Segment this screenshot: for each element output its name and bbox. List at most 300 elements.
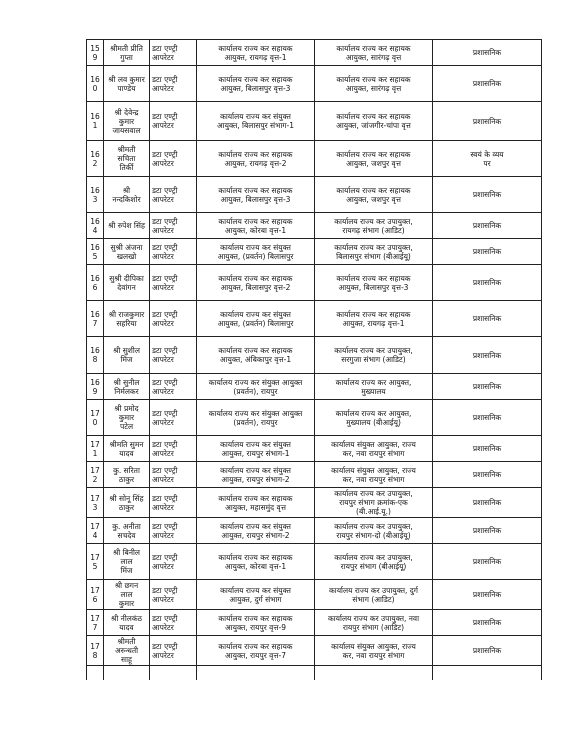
current-office-line: कार्यालय राज्य कर संयुक्त आयुक्त: [208, 408, 303, 418]
table-row: [87, 488, 542, 518]
transferred-office-line: कार्यालय राज्य कर उपायुक्त, दुर्ग: [329, 585, 418, 595]
current-office-line: आयुक्त, (प्रवर्तन) बिलासपुर: [217, 318, 294, 328]
employee-name-line: श्री छगन: [114, 581, 139, 590]
post-line: डटा एण्ट्री: [152, 465, 178, 475]
transferred-office-cell: [315, 544, 433, 580]
transfer-reason-line: प्रशासनिक: [472, 278, 502, 287]
transferred-office-line: रायपुर संभाग (आडिट): [342, 622, 405, 632]
transfer-reason-cell: [433, 66, 542, 102]
post-cell: [150, 141, 197, 177]
transferred-office-line: कार्यालय संयुक्त आयुक्त, राज्य: [331, 439, 416, 449]
current-office-cell: [197, 636, 315, 666]
employee-name-line: श्री सुशील: [113, 346, 140, 355]
current-office-line: आयुक्त, रायपुर वृत्त-9: [225, 622, 286, 632]
employee-name-line: जायसवाल: [112, 125, 141, 135]
current-office-cell: [197, 518, 315, 544]
current-office-line: आयुक्त, रायगढ़ वृत्त-2: [224, 158, 287, 168]
employee-name-line: ठाकुर: [118, 502, 135, 512]
table-row: [87, 213, 542, 239]
transfer-reason-line: प्रशासनिक: [472, 314, 502, 323]
table-row: [87, 580, 542, 610]
transferred-office-cell: [315, 610, 433, 636]
transferred-office-line: कर, नवा रायपुर संभाग: [342, 650, 405, 660]
table-row: [87, 265, 542, 301]
employee-name-line: श्री नीलकंठ: [111, 613, 142, 623]
current-office-line: कार्यालय राज्य कर सहायक: [218, 493, 293, 503]
post-line: आपरेटर: [152, 594, 174, 604]
current-office-line: आयुक्त, रायपुर वृत्त-7: [225, 650, 286, 660]
current-office-line: कार्यालय राज्य कर सहायक: [218, 149, 293, 159]
current-office-line: आयुक्त, रायपुर संभाग-1: [221, 448, 290, 458]
table-row: [87, 436, 542, 462]
employee-name-cell: [104, 610, 150, 636]
current-office-cell: [197, 239, 315, 265]
transferred-office-line: आयुक्त, सारंगढ़ वृत्त: [345, 83, 402, 93]
transferred-office-line: रायपुर संभाग (बीआईयू): [340, 561, 407, 571]
transferred-office-line: मुख्यालय: [361, 386, 386, 396]
current-office-line: (प्रवर्तन), रायपुर: [233, 417, 278, 427]
transferred-office-line: कार्यालय राज्य कर सहायक: [336, 43, 411, 53]
employee-name-line: मिंज: [120, 566, 133, 575]
employee-name-cell: [104, 544, 150, 580]
post-line: डटा एण्ट्री: [152, 273, 178, 283]
current-office-line: आयुक्त, रायगढ़ वृत्त-1: [224, 52, 287, 62]
post-cell: [150, 518, 197, 544]
post-line: आपरेटर: [152, 121, 174, 130]
transferred-office-line: रायपुर संभाग-दो (बीआईयू): [336, 530, 411, 540]
transferred-office-cell: [315, 518, 433, 544]
post-line: आपरेटर: [152, 502, 174, 512]
employee-name-line: ठाकुर: [118, 474, 135, 484]
transferred-office-line: बिलासपुर संभाग (बीआईयू): [336, 251, 411, 261]
current-office-line: आयुक्त, महासमुंद वृत्त: [225, 502, 286, 512]
current-office-cell: [197, 337, 315, 374]
transfer-reason-cell: [433, 436, 542, 462]
transfer-reason-cell: [433, 177, 542, 213]
employee-name-line: सचिता: [117, 154, 136, 163]
transfer-reason-cell: [433, 141, 542, 177]
current-office-line: कार्यालय राज्य कर संयुक्त: [220, 521, 291, 531]
post-cell: [150, 544, 197, 580]
serial-number-cell: 166: [87, 265, 104, 301]
employee-name-line: श्री: [122, 185, 131, 195]
transfer-reason-cell: [433, 610, 542, 636]
table-row: [87, 102, 542, 141]
empty-cell: [433, 666, 542, 680]
current-office-line: आयुक्त, बिलासपुर वृत्त-2: [220, 282, 291, 292]
empty-cell: [87, 666, 104, 680]
employee-name-line: श्रीमती प्रीति: [110, 43, 143, 53]
transferred-office-line: कार्यालय राज्य कर उपायुक्त,: [334, 242, 413, 252]
post-line: आपरेटर: [152, 448, 174, 458]
current-office-cell: [197, 374, 315, 400]
table-row: [87, 141, 542, 177]
employee-name-line: श्री लव कुमार: [108, 74, 145, 84]
current-office-line: कार्यालय राज्य कर संयुक्त: [220, 242, 291, 252]
post-line: आपरेटर: [152, 386, 174, 396]
current-office-cell: [197, 462, 315, 488]
current-office-line: कार्यालय राज्य कर सहायक: [218, 216, 293, 226]
employee-name-line: कु. सरिता: [113, 465, 140, 475]
transferred-office-line: कार्यालय संयुक्त आयुक्त, राज्य: [331, 641, 416, 651]
transfer-reason-cell: [433, 239, 542, 265]
transfer-reason-line: प्रशासनिक: [472, 557, 502, 566]
employee-name-line: साहू: [121, 655, 132, 664]
transferred-office-line: कार्यालय राज्य कर उपायुक्त,: [334, 346, 413, 355]
transferred-office-line: आयुक्त, जांजगीर-चांपा वृत्त: [336, 121, 411, 130]
employee-name-line: पाण्डेय: [117, 83, 136, 93]
employee-name-line: श्री राजकुमार: [108, 309, 145, 319]
post-line: डटा एण्ट्री: [152, 521, 178, 531]
transfer-reason-line: प्रशासनिक: [472, 498, 502, 507]
transferred-office-line: कार्यालय राज्य कर सहायक: [336, 149, 411, 159]
current-office-cell: [197, 66, 315, 102]
employee-name-line: सचदेव: [117, 530, 136, 540]
employee-name-line: कुमार: [118, 116, 135, 126]
employee-name-cell: [104, 102, 150, 141]
post-line: डटा एण्ट्री: [152, 74, 178, 84]
current-office-line: कार्यालय राज्य कर सहायक: [218, 346, 293, 355]
table-row: [87, 544, 542, 580]
table-row: [87, 239, 542, 265]
post-cell: [150, 636, 197, 666]
transfer-reason-line: प्रशासनिक: [472, 190, 502, 199]
employee-name-line: लाल: [120, 557, 133, 566]
current-office-cell: [197, 580, 315, 610]
employee-name-cell: [104, 580, 150, 610]
transfer-reason-cell: [433, 301, 542, 337]
employee-name-cell: [104, 436, 150, 462]
serial-number-cell: 174: [87, 518, 104, 544]
transfer-reason-line: प्रशासनिक: [472, 413, 502, 422]
post-cell: [150, 610, 197, 636]
current-office-line: कार्यालय राज्य कर सहायक: [218, 641, 293, 651]
current-office-cell: [197, 213, 315, 239]
transfer-reason-cell: [433, 488, 542, 518]
transfer-reason-line: प्रशासनिक: [472, 48, 502, 57]
transfer-reason-cell: [433, 374, 542, 400]
employee-name-line: श्री प्रमोद: [114, 404, 139, 413]
post-cell: [150, 66, 197, 102]
employee-name-line: गुप्ता: [120, 52, 133, 62]
transferred-office-line: कार्यालय राज्य कर उपायुक्त, नवा: [327, 613, 420, 623]
transferred-office-cell: [315, 213, 433, 239]
employee-name-line: श्रीमती: [117, 637, 136, 646]
transfer-reason-cell: [433, 544, 542, 580]
post-line: डटा एण्ट्री: [152, 439, 178, 449]
post-line: डटा एण्ट्री: [152, 309, 178, 319]
transferred-office-line: कार्यालय राज्य कर सहायक: [336, 74, 411, 84]
current-office-cell: [197, 544, 315, 580]
transferred-office-line: कार्यालय राज्य कर उपायुक्त,: [334, 552, 413, 562]
empty-cell: [197, 666, 315, 680]
table-row: [87, 400, 542, 436]
transferred-office-line: आयुक्त, बिलासपुर वृत्त-3: [338, 282, 409, 292]
employee-name-line: सुश्री अंजना: [110, 242, 143, 252]
transferred-office-line: कार्यालय राज्य कर आयुक्त,: [335, 408, 412, 418]
post-line: डटा एण्ट्री: [152, 613, 178, 623]
employee-name-line: श्री देवेन्द्र: [114, 107, 139, 117]
employee-name-cell: [104, 462, 150, 488]
post-cell: [150, 580, 197, 610]
post-cell: [150, 374, 197, 400]
serial-number-cell: 161: [87, 102, 104, 141]
transfer-reason-line: स्वयं के व्यय: [470, 149, 504, 159]
post-line: डटा एण्ट्री: [152, 43, 178, 53]
serial-number-cell: 167: [87, 301, 104, 337]
post-line: डटा एण्ट्री: [152, 585, 178, 595]
post-line: डटा एण्ट्री: [152, 216, 178, 226]
table-row: [87, 177, 542, 213]
transferred-office-line: आयुक्त, सारंगढ़ वृत्त: [345, 52, 402, 62]
transfer-reason-line: प्रशासनिक: [472, 526, 502, 535]
current-office-line: आयुक्त, रायपुर संभाग-2: [221, 474, 290, 484]
employee-name-cell: [104, 213, 150, 239]
current-office-cell: [197, 141, 315, 177]
transferred-office-cell: [315, 141, 433, 177]
current-office-line: आयुक्त, कोरबा वृत्त-1: [224, 561, 287, 571]
transfer-reason-line: प्रशासनिक: [472, 247, 502, 256]
current-office-line: कार्यालय राज्य कर संयुक्त: [220, 309, 291, 319]
current-office-line: आयुक्त, रायपुर संभाग-2: [221, 530, 290, 540]
transfer-reason-line: पर: [483, 158, 491, 168]
transfer-reason-cell: [433, 102, 542, 141]
current-office-cell: [197, 265, 315, 301]
post-line: आपरेटर: [152, 83, 174, 93]
transferred-office-line: सरगुजा संभाग (आडिट): [341, 355, 406, 364]
transferred-office-line: कार्यालय राज्य कर उपायुक्त,: [334, 216, 413, 226]
post-line: आपरेटर: [152, 355, 174, 364]
transferred-office-cell: [315, 636, 433, 666]
table-row: [87, 636, 542, 666]
employee-name-line: खलखो: [116, 251, 137, 261]
transfer-reason-line: प्रशासनिक: [472, 590, 502, 599]
employee-name-line: सहरिया: [116, 318, 137, 328]
serial-number-cell: 165: [87, 239, 104, 265]
current-office-cell: [197, 177, 315, 213]
employee-name-cell: [104, 40, 150, 66]
post-line: आपरेटर: [152, 251, 174, 261]
current-office-cell: [197, 301, 315, 337]
serial-number-cell: 159: [87, 40, 104, 66]
current-office-line: आयुक्त, बिलासपुर संभाग-1: [216, 121, 295, 130]
transferred-office-cell: [315, 580, 433, 610]
transferred-office-cell: [315, 102, 433, 141]
post-cell: [150, 40, 197, 66]
current-office-line: कार्यालय राज्य कर सहायक: [218, 552, 293, 562]
transfer-reason-line: प्रशासनिक: [472, 646, 502, 655]
post-line: आपरेटर: [152, 52, 174, 62]
empty-cell: [104, 666, 150, 680]
employee-name-line: मिंज: [120, 355, 133, 364]
serial-number-cell: 163: [87, 177, 104, 213]
transfer-table-body: [87, 40, 542, 680]
employee-name-cell: [104, 265, 150, 301]
transferred-office-line: कार्यालय राज्य कर सहायक: [336, 185, 411, 195]
post-line: डटा एण्ट्री: [152, 149, 178, 159]
post-line: डटा एण्ट्री: [152, 242, 178, 252]
transferred-office-line: कार्यालय राज्य कर सहायक: [336, 273, 411, 283]
current-office-cell: [197, 400, 315, 436]
transfer-reason-line: प्रशासनिक: [472, 618, 502, 627]
employee-name-cell: [104, 374, 150, 400]
current-office-line: कार्यालय राज्य कर संयुक्त आयुक्त: [208, 377, 303, 387]
current-office-line: आयुक्त, कोरबा वृत्त-1: [224, 225, 287, 235]
employee-name-cell: [104, 66, 150, 102]
transfer-reason-cell: [433, 265, 542, 301]
employee-name-line: श्रीमती: [117, 145, 136, 154]
serial-number-cell: 173: [87, 488, 104, 518]
transfer-reason-line: प्रशासनिक: [472, 444, 502, 453]
transferred-office-line: कर, नवा रायपुर संभाग: [342, 448, 405, 458]
employee-name-line: सुश्री दीपिका: [109, 273, 144, 283]
employee-name-line: श्री रुपेश सिंह: [108, 221, 145, 230]
table-row: [87, 66, 542, 102]
transferred-office-cell: [315, 239, 433, 265]
transfer-reason-line: प्रशासनिक: [472, 470, 502, 479]
transferred-office-line: मुख्यालय (बीआईयू): [346, 417, 401, 427]
post-line: डटा एण्ट्री: [152, 377, 178, 387]
serial-number-cell: 177: [87, 610, 104, 636]
transfer-reason-cell: [433, 518, 542, 544]
post-line: आपरेटर: [152, 225, 174, 235]
employee-name-line: यादव: [119, 622, 134, 632]
transferred-office-line: कार्यालय राज्य कर उपायुक्त,: [334, 521, 413, 531]
transfer-reason-line: प्रशासनिक: [472, 79, 502, 88]
transfer-reason-cell: [433, 636, 542, 666]
current-office-line: कार्यालय राज्य कर संयुक्त: [220, 585, 291, 595]
transfer-reason-cell: [433, 580, 542, 610]
post-line: आपरेटर: [152, 282, 174, 292]
post-cell: [150, 239, 197, 265]
transfer-reason-line: प्रशासनिक: [472, 116, 502, 126]
post-line: डटा एण्ट्री: [152, 346, 178, 355]
post-cell: [150, 213, 197, 239]
serial-number-cell: 169: [87, 374, 104, 400]
employee-name-cell: [104, 636, 150, 666]
current-office-line: आयुक्त, बिलासपुर वृत्त-3: [220, 83, 291, 93]
post-line: डटा एण्ट्री: [152, 112, 178, 121]
employee-name-line: श्री सुनील: [113, 377, 140, 387]
table-row: [87, 610, 542, 636]
transferred-office-line: कार्यालय राज्य कर सहायक: [336, 112, 411, 121]
transfer-reason-line: प्रशासनिक: [472, 221, 502, 230]
employee-name-line: यादव: [119, 448, 134, 458]
current-office-line: आयुक्त, दुर्ग संभाग: [229, 594, 282, 604]
table-row: [87, 462, 542, 488]
employee-name-cell: [104, 177, 150, 213]
table-row: [87, 301, 542, 337]
employee-name-cell: [104, 337, 150, 374]
transfer-reason-cell: [433, 337, 542, 374]
transferred-office-line: संभाग (आडिट): [352, 594, 395, 604]
transferred-office-line: आयुक्त, जशपुर वृत्त: [346, 158, 401, 168]
post-cell: [150, 102, 197, 141]
employee-name-line: श्रीमति सुमन: [109, 439, 144, 449]
employee-name-line: कुमार: [118, 413, 135, 422]
serial-number-cell: 164: [87, 213, 104, 239]
post-line: डटा एण्ट्री: [152, 552, 178, 562]
serial-number-cell: 168: [87, 337, 104, 374]
serial-number-cell: 176: [87, 580, 104, 610]
current-office-line: कार्यालय राज्य कर संयुक्त: [220, 465, 291, 475]
current-office-line: कार्यालय राज्य कर संयुक्त: [220, 112, 291, 121]
transfer-order-sheet: [86, 39, 541, 680]
post-cell: [150, 462, 197, 488]
empty-cell: [150, 666, 197, 680]
current-office-cell: [197, 40, 315, 66]
current-office-cell: [197, 488, 315, 518]
post-line: आपरेटर: [152, 474, 174, 484]
post-line: आपरेटर: [152, 622, 174, 632]
post-cell: [150, 436, 197, 462]
current-office-line: कार्यालय राज्य कर संयुक्त: [220, 439, 291, 449]
current-office-cell: [197, 610, 315, 636]
employee-name-line: नन्दकिशोर: [112, 194, 141, 204]
transferred-office-cell: [315, 301, 433, 337]
transfer-reason-line: प्रशासनिक: [472, 350, 502, 360]
transfer-table: [86, 39, 542, 680]
transferred-office-line: कर, नवा रायपुर संभाग: [342, 474, 405, 484]
employee-name-cell: [104, 141, 150, 177]
employee-name-line: देवांगन: [117, 282, 136, 292]
employee-name-line: पटेल: [119, 422, 134, 431]
transfer-reason-cell: [433, 400, 542, 436]
post-line: डटा एण्ट्री: [152, 408, 178, 418]
table-row: [87, 518, 542, 544]
transferred-office-line: कार्यालय राज्य कर उपायुक्त,: [334, 489, 413, 498]
transferred-office-cell: [315, 400, 433, 436]
employee-name-cell: [104, 239, 150, 265]
serial-number-cell: 160: [87, 66, 104, 102]
transferred-office-cell: [315, 374, 433, 400]
transferred-office-line: कार्यालय राज्य कर आयुक्त,: [335, 377, 412, 387]
serial-number-cell: 178: [87, 636, 104, 666]
employee-name-line: श्री सोनू सिंह: [109, 493, 144, 503]
employee-name-line: अरुन्धती: [114, 646, 139, 655]
current-office-line: कार्यालय राज्य कर सहायक: [218, 43, 293, 53]
post-line: आपरेटर: [152, 194, 174, 204]
transferred-office-cell: [315, 66, 433, 102]
employee-name-cell: [104, 518, 150, 544]
transferred-office-line: (बी.आई.यू.): [356, 507, 391, 516]
employee-name-line: लाल: [120, 590, 133, 599]
current-office-line: कार्यालय राज्य कर सहायक: [218, 74, 293, 84]
serial-number-cell: 171: [87, 436, 104, 462]
serial-number-cell: 162: [87, 141, 104, 177]
post-cell: [150, 177, 197, 213]
post-line: आपरेटर: [152, 530, 174, 540]
employee-name-cell: [104, 488, 150, 518]
transfer-reason-cell: [433, 462, 542, 488]
employee-name-line: श्री बिनील: [112, 548, 141, 557]
current-office-cell: [197, 436, 315, 462]
post-line: डटा एण्ट्री: [152, 493, 178, 503]
table-row: [87, 337, 542, 374]
transferred-office-line: कार्यालय संयुक्त आयुक्त, राज्य: [331, 465, 416, 475]
post-line: आपरेटर: [152, 650, 174, 660]
employee-name-cell: [104, 301, 150, 337]
transfer-reason-cell: [433, 213, 542, 239]
post-line: आपरेटर: [152, 318, 174, 328]
serial-number-cell: 170: [87, 400, 104, 436]
transferred-office-cell: [315, 337, 433, 374]
post-line: आपरेटर: [152, 561, 174, 571]
transferred-office-cell: [315, 265, 433, 301]
post-cell: [150, 337, 197, 374]
post-cell: [150, 301, 197, 337]
table-row: [87, 40, 542, 66]
